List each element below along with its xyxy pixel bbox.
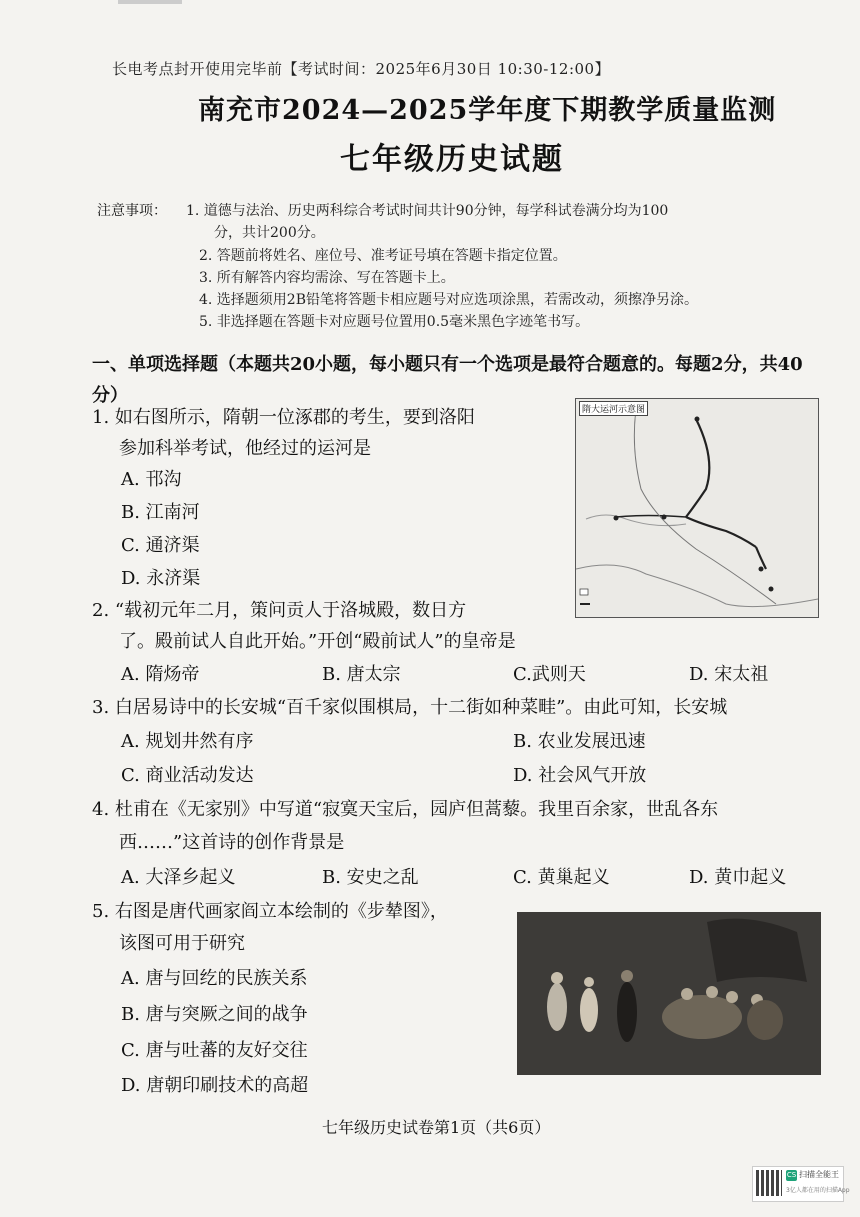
map-title: 隋大运河示意图 <box>579 401 648 416</box>
qr-code-icon <box>756 1170 782 1196</box>
page-footer: 七年级历史试卷第1页（共6页） <box>322 1118 551 1137</box>
q3-option-b: B. 农业发展迅速 <box>513 731 646 752</box>
section-heading: 一、单项选择题（本题共20小题，每小题只有一个选项是最符合题意的。每题2分，共40分） <box>92 354 803 406</box>
q2-option-d: D. 宋太祖 <box>689 664 769 685</box>
q2-option-c: C.武则天 <box>513 664 586 685</box>
q2-option-b: B. 唐太宗 <box>322 664 401 685</box>
q3-option-a: A. 规划井然有序 <box>121 731 254 752</box>
exam-time-line: 长电考点封开使用完毕前【考试时间：2025年6月30日 10:30-12:00】 <box>112 60 611 78</box>
q1-stem-line1: 1. 如右图所示，隋朝一位涿郡的考生，要到洛阳 <box>92 407 475 428</box>
notice-item-1: 1. 道德与法治、历史两科综合考试时间共计90分钟，每学科试卷满分均为100 <box>186 203 669 219</box>
q1-stem-line2: 参加科举考试，他经过的运河是 <box>119 438 371 459</box>
notice-item-1-cont: 分，共计200分。 <box>214 225 325 241</box>
notice-item-2: 2. 答题前将姓名、座位号、准考证号填在答题卡指定位置。 <box>199 248 567 264</box>
canal-route-drawing <box>576 399 818 617</box>
q1-option-b: B. 江南河 <box>121 502 200 523</box>
q1-option-a: A. 邗沟 <box>121 469 182 490</box>
q2-option-a: A. 隋炀帝 <box>121 664 200 685</box>
q5-option-a: A. 唐与回纥的民族关系 <box>121 968 308 989</box>
q5-stem-line1: 5. 右图是唐代画家阎立本绘制的《步辇图》， <box>92 901 448 922</box>
camscanner-logo-icon: CS <box>786 1171 797 1179</box>
camscanner-badge <box>752 1166 850 1202</box>
notice-item-3: 3. 所有解答内容均需涂、写在答题卡上。 <box>199 270 455 286</box>
exam-subtitle: 七年级历史试题 <box>340 142 564 177</box>
q2-stem-line1: 2. “载初元年二月，策问贡人于洛城殿，数日方 <box>92 600 467 621</box>
notice-item-5: 5. 非选择题在答题卡对应题号位置用0.5毫米黑色字迹笔书写。 <box>199 314 590 330</box>
bunian-painting-image <box>517 912 821 1075</box>
exam-title: 南充市2024—2025学年度下期教学质量监测 <box>198 95 777 126</box>
camscanner-name: 扫描全能王 <box>799 1170 839 1179</box>
q3-stem: 3. 白居易诗中的长安城“百千家似围棋局，十二街如种菜畦”。由此可知，长安城 <box>92 697 728 718</box>
painting-figures <box>517 912 821 1075</box>
q4-stem-line1: 4. 杜甫在《无家别》中写道“寂寞天宝后，园庐但蒿藜。我里百余家，世乱各东 <box>92 799 719 820</box>
q4-option-d: D. 黄巾起义 <box>689 867 787 888</box>
q5-option-d: D. 唐朝印刷技术的高超 <box>121 1075 309 1096</box>
q3-option-c: C. 商业活动发达 <box>121 765 254 786</box>
q4-option-c: C. 黄巢起义 <box>513 867 610 888</box>
notice-item-4: 4. 选择题须用2B铅笔将答题卡相应题号对应选项涂黑，若需改动，须擦净另涂。 <box>199 292 699 308</box>
q2-stem-line2: 了。殿前试人自此开始。”开创“殿前试人”的皇帝是 <box>119 631 516 652</box>
q1-option-c: C. 通济渠 <box>121 535 200 556</box>
q1-option-d: D. 永济渠 <box>121 568 201 589</box>
q5-option-c: C. 唐与吐蕃的友好交往 <box>121 1040 308 1061</box>
q4-option-a: A. 大泽乡起义 <box>121 867 236 888</box>
top-edge-mark <box>118 0 182 4</box>
notice-label: 注意事项： <box>97 203 167 219</box>
q5-option-b: B. 唐与突厥之间的战争 <box>121 1004 308 1025</box>
grand-canal-map <box>575 398 819 618</box>
q4-option-b: B. 安史之乱 <box>322 867 419 888</box>
q5-stem-line2: 该图可用于研究 <box>119 933 245 954</box>
q4-stem-line2: 西……”这首诗的创作背景是 <box>119 832 345 853</box>
q3-option-d: D. 社会风气开放 <box>513 765 647 786</box>
camscanner-tagline: 3亿人都在用的扫描App <box>786 1187 850 1194</box>
